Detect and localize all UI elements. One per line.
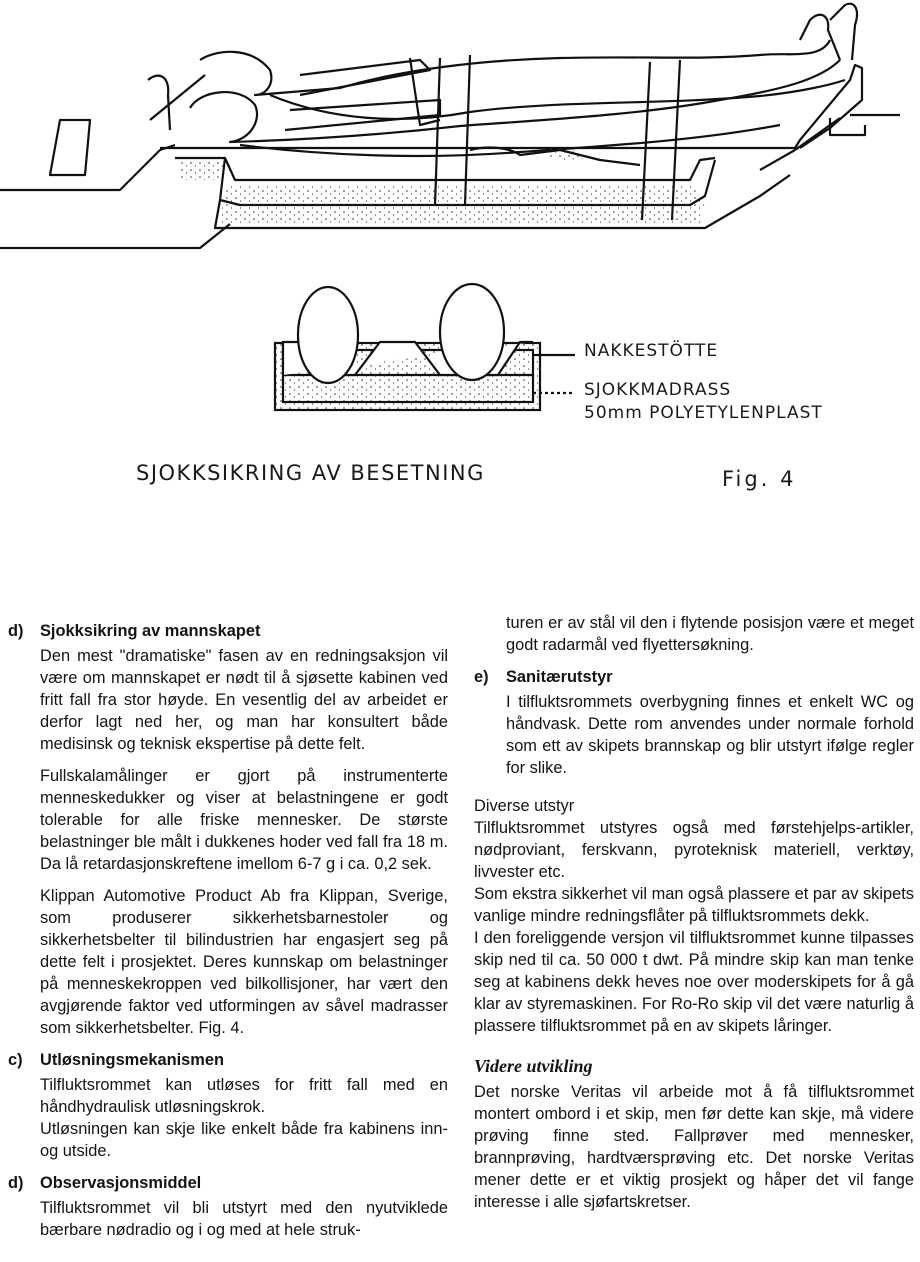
paragraph: Klippan Automotive Product Ab fra Klippan, Sverige, som produserer sikkerhetsbarnestoler og sikkerhetsbelter til bilindustrien har engasjert seg på dette felt i prosjektet. Deres kunnskap om belastninger på menneskekroppen ved bilkollisjoner, har vært den avgjørende faktor ved utformingen av såvel madrasser som sikkerhetsbelter. Fig. 4.	[40, 887, 448, 1037]
shock-protection-illustration	[0, 0, 920, 500]
paragraph: Fullskalamålinger er gjort på instrumenterte menneskedukker og viser at belastningene er godt tolerable for alle friske mennesker. De største belastninger ble målt i dukkenes hoder ved fall fra 18 m. Da lå retardasjonskreftene imellom 6-7 g i ca. 0,2 sek.	[40, 767, 448, 873]
section-title: Sanitærutstyr	[506, 668, 613, 686]
figure-number: Fig. 4	[722, 467, 797, 491]
figure-4	[0, 0, 920, 500]
section-heading	[8, 1049, 448, 1071]
paragraph: Tilfluktsrommet utstyres også med førstehjelps-artikler, nødproviant, ferskvann, pyroteknisk materiell, verktøy, livvester etc.	[474, 819, 914, 881]
label-neck-support: NAKKESTÖTTE	[584, 341, 719, 361]
paragraph: Tilfluktsrommet kan utløses for fritt fall med en håndhydraulisk utløsningskrok.	[40, 1076, 448, 1116]
section-heading	[474, 666, 914, 688]
section-heading	[8, 620, 448, 642]
paragraph: Den mest "dramatiske" fasen av en redningsaksjon vil være om mannskapet er nødt til å sjøsette kabinen ved fritt fall fra stor høyde. En vesentlig del av arbeidet er derfor lagt ned her, og man har konsultert både medisinsk og teknisk ekspertise på dette felt.	[40, 647, 448, 753]
label-shock-mattress: SJOKKMADRASS	[584, 380, 732, 400]
paragraph: Som ekstra sikkerhet vil man også plassere et par av skipets vanlige mindre redningsflåter på tilfluktsrommets dekk.	[474, 885, 915, 925]
subheading: Diverse utstyr	[474, 797, 575, 815]
section-marker: d)	[8, 1174, 24, 1192]
section-marker: c)	[8, 1051, 23, 1069]
section-title: Utløsningsmekanismen	[40, 1051, 224, 1069]
figure-title: SJOKKSIKRING AV BESETNING	[136, 461, 485, 485]
paragraph: I den foreliggende versjon vil tilfluktsrommet kunne tilpasses skip ned til ca. 50 000 t dwt. På mindre skip kan man tenke seg at kabinens dekk heves noe over moderskipets for å gå klar av styremaskinen. For Ro-Ro skip vil det være naturlig å plassere tilfluktsrommet på en av skipets låringer.	[474, 929, 914, 1035]
paragraph-continued: turen er av stål vil den i flytende posisjon være et meget godt radarmål ved flyettersøkning.	[506, 614, 914, 654]
section-marker: e)	[474, 668, 489, 686]
section-title: Observasjonsmiddel	[40, 1174, 202, 1192]
paragraph: Utløsningen kan skje like enkelt både fra kabinens inn- og utside.	[40, 1120, 448, 1160]
paragraph: Tilfluktsrommet vil bli utstyrt med den nyutviklede bærbare nødradio og i og med at hele struk-	[40, 1199, 448, 1239]
mattress-cross-section	[275, 284, 575, 410]
paragraph: I tilfluktsrommets overbygning finnes et enkelt WC og håndvask. Dette rom anvendes under normale forhold som ett av skipets brannskap og blir utstyrt ifølge regler for slike.	[506, 693, 914, 777]
section-heading	[8, 1172, 448, 1194]
right-column	[474, 612, 914, 1213]
section-marker: d)	[8, 622, 24, 640]
section-title: Sjokksikring av mannskapet	[40, 622, 261, 640]
paragraph: Det norske Veritas vil arbeide mot å få tilfluktsrommet montert ombord i et skip, men før dette kan skje, må videre prøving finne sted. Fallprøver med mennesker, brannprøving, hardtværsprøving etc. Det norske Veritas mener dette er et viktig prosjekt og håper det vil fange interesse i alle sjøfartskretser.	[474, 1083, 914, 1211]
label-polyethylene: 50mm POLYETYLENPLAST	[584, 403, 823, 423]
left-column	[8, 612, 448, 1241]
section-heading-italic: Videre utvikling	[474, 1056, 593, 1076]
